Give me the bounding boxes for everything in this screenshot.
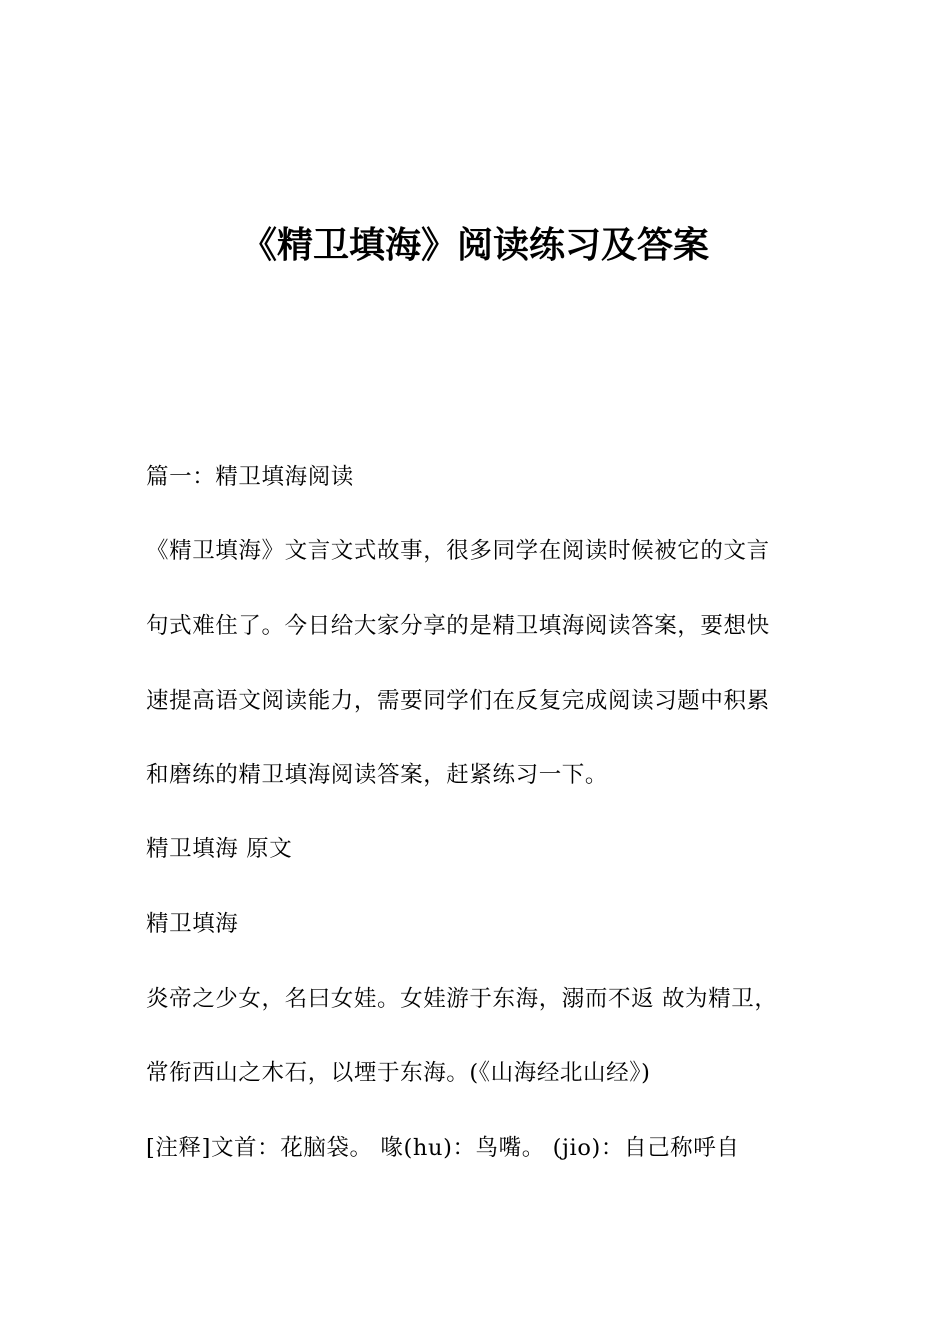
intro-line-3: 速提高语文阅读能力，需要同学们在反复完成阅读习题中积累 (146, 688, 770, 714)
document-title: 《精卫填海》阅读练习及答案 (240, 225, 709, 266)
intro-line-2: 句式难住了。今日给大家分享的是精卫填海阅读答案，要想快 (146, 613, 770, 639)
story-title: 精卫填海 (146, 911, 239, 937)
annotation-line: [注释]文首：花脑袋。 喙(hu)：鸟嘴。 (jio)：自己称呼自 (146, 1135, 740, 1161)
intro-line-4: 和磨练的精卫填海阅读答案，赶紧练习一下。 (146, 762, 609, 788)
section-heading-part-one: 篇一：精卫填海阅读 (146, 464, 354, 490)
story-line-1: 炎帝之少女，名曰女娃。女娃游于东海，溺而不返 故为精卫， (146, 986, 778, 1012)
intro-line-1: 《精卫填海》文言文式故事，很多同学在阅读时候被它的文言 (146, 538, 770, 564)
story-line-2: 常衔西山之木石，以堙于东海。(《山海经北山经》) (146, 1060, 651, 1086)
original-text-heading: 精卫填海 原文 (146, 836, 293, 862)
